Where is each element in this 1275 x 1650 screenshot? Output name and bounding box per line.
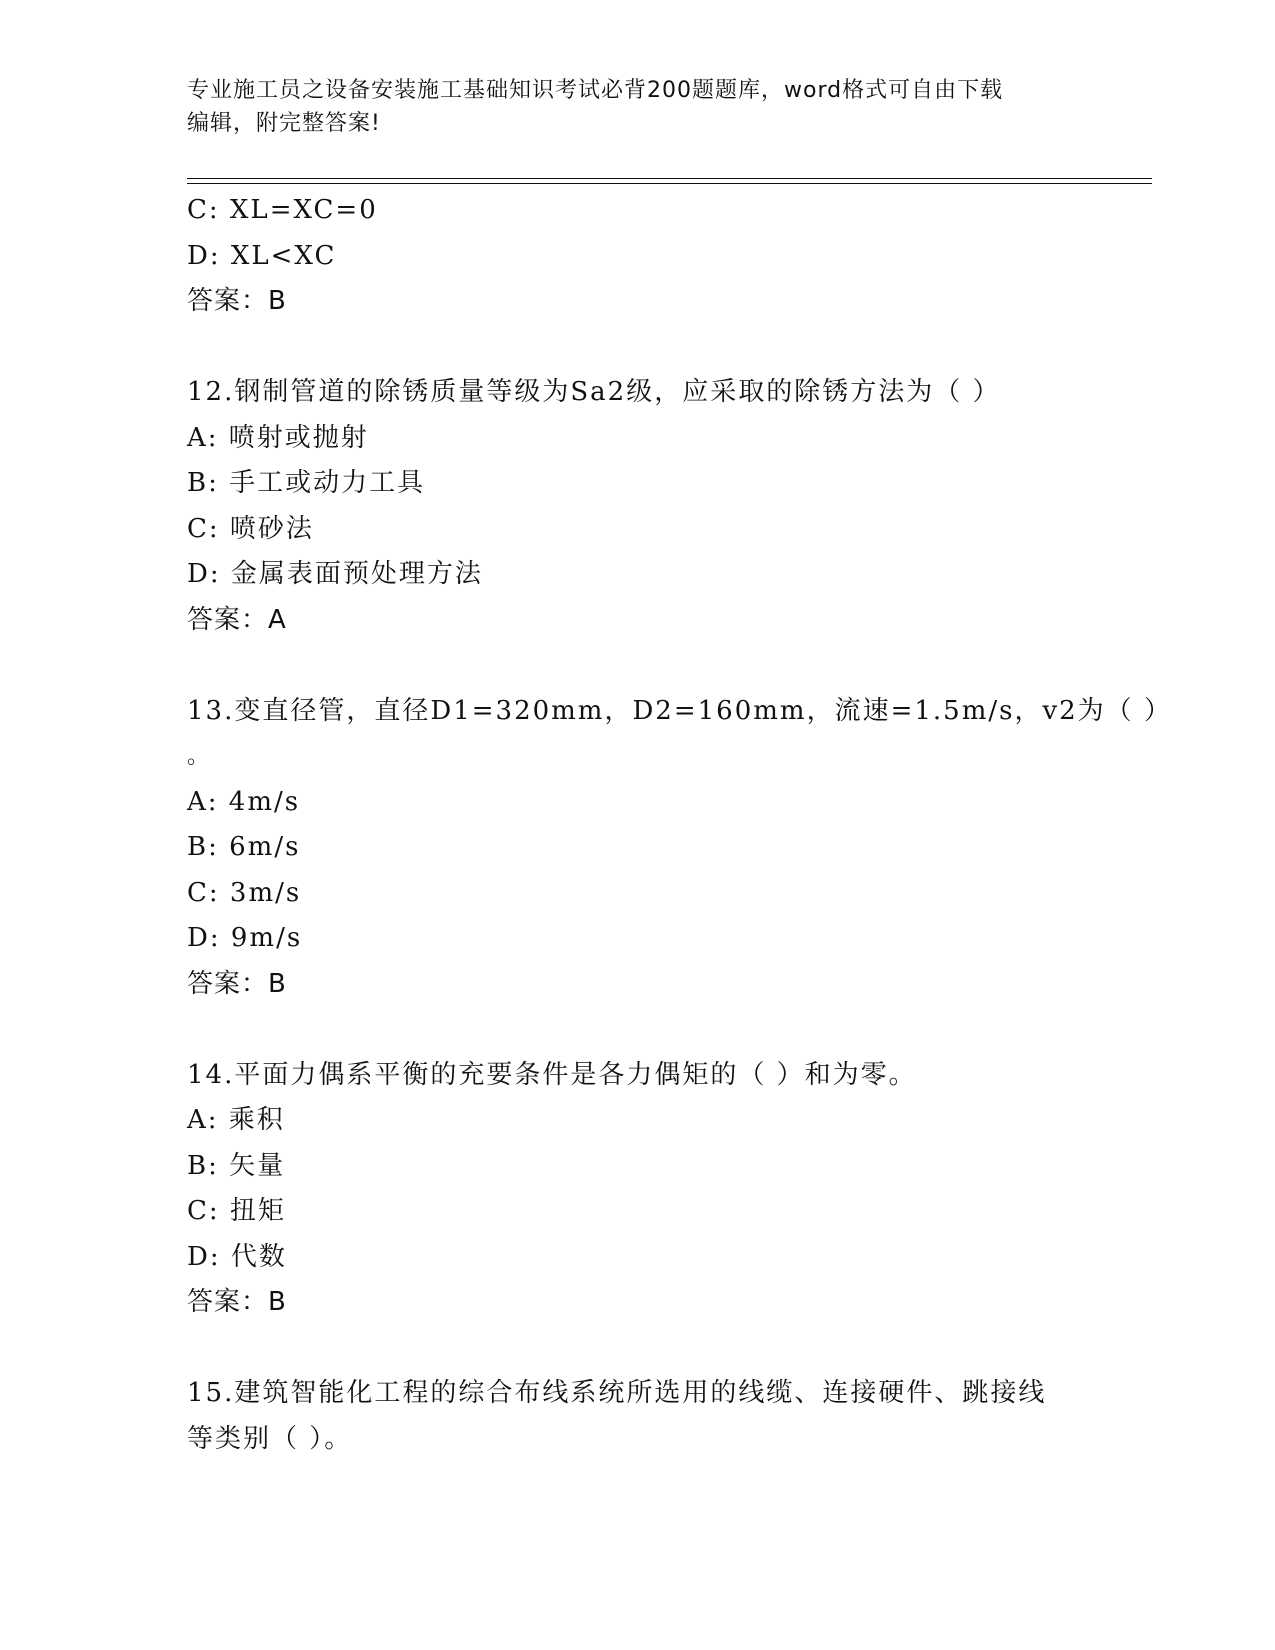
option-b: B: 手工或动力工具 [187, 468, 426, 498]
answer: 答案：B [187, 286, 287, 316]
answer: 答案：A [187, 604, 287, 635]
question-11-tail [187, 188, 1087, 325]
question-stem: 14.平面力偶系平衡的充要条件是各力偶矩的（ ）和为零。 [187, 1059, 917, 1090]
question-stem: 15.建筑智能化工程的综合布线系统所选用的线缆、连接硬件、跳接线 [187, 1378, 1047, 1408]
document-header [187, 74, 1067, 140]
option-d: D: 9m/s [187, 923, 303, 953]
question-stem-continuation: 等类别（ ）。 [187, 1423, 353, 1454]
option-d: D: XL<XC [187, 240, 337, 271]
header-rule-bottom [187, 183, 1152, 184]
question-13 [187, 689, 1172, 1008]
document-body [187, 188, 1172, 1462]
answer: 答案：B [187, 968, 287, 999]
question-stem: 13.变直径管，直径D1=320mm，D2=160mm，流速=1.5m/s，v2为（ ） [187, 695, 1172, 726]
option-a: A: 4m/s [187, 786, 301, 817]
option-c: C: 喷砂法 [187, 513, 314, 544]
spacer [187, 1326, 1087, 1372]
question-stem-continuation: 。 [187, 744, 212, 769]
question-stem: 12.钢制管道的除锈质量等级为Sa2级，应采取的除锈方法为（ ） [187, 377, 1001, 407]
header-rule-top [187, 178, 1152, 179]
question-15 [187, 1371, 1087, 1462]
header-line-1: 专业施工员之设备安装施工基础知识考试必背200题题库，word格式可自由下载 [187, 78, 1004, 103]
spacer [187, 1007, 1087, 1053]
option-c: C: 3m/s [187, 877, 302, 908]
option-a: A: 喷射或抛射 [187, 422, 369, 453]
answer: 答案：B [187, 1287, 287, 1317]
option-d: D: 金属表面预处理方法 [187, 559, 483, 589]
option-c: C: XL=XC=0 [187, 195, 378, 225]
option-d: D: 代数 [187, 1241, 287, 1272]
option-b: B: 矢量 [187, 1150, 286, 1181]
option-a: A: 乘积 [187, 1105, 285, 1135]
option-c: C: 扭矩 [187, 1196, 286, 1226]
question-12 [187, 370, 1087, 643]
header-line-2: 编辑，附完整答案! [187, 111, 381, 136]
question-14 [187, 1053, 1087, 1326]
option-b: B: 6m/s [187, 832, 301, 862]
spacer [187, 325, 1087, 371]
spacer [187, 643, 1087, 689]
